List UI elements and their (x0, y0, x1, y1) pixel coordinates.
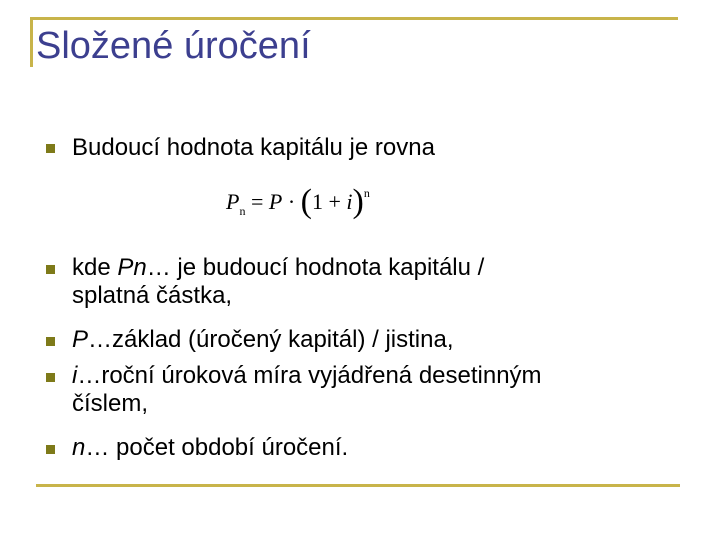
bullet-square-icon (46, 445, 55, 454)
bullet-square-icon (46, 144, 55, 153)
bullet-text-pn: kde Pn… je budoucí hodnota kapitálu / splatná částka, (72, 254, 485, 309)
frame-left-line (30, 17, 33, 67)
bullet-text-n: n… počet období úročení. (72, 434, 349, 461)
bullet-square-icon (46, 337, 55, 346)
bullet-text-future-value: Budoucí hodnota kapitálu je rovna (72, 134, 435, 161)
compound-interest-formula: $P_n = P \cdot (1 + i)^n$ (226, 183, 370, 220)
bullet-square-icon (46, 265, 55, 274)
bullet-text-p: P…základ (úročený kapitál) / jistina, (72, 326, 454, 353)
frame-top-line (30, 17, 678, 20)
bullet-square-icon (46, 373, 55, 382)
bullet-text-i: i…roční úroková míra vyjádřená desetinným číslem, (72, 362, 542, 417)
frame-bottom-line (36, 484, 680, 487)
slide-title: Složené úročení (36, 25, 311, 67)
